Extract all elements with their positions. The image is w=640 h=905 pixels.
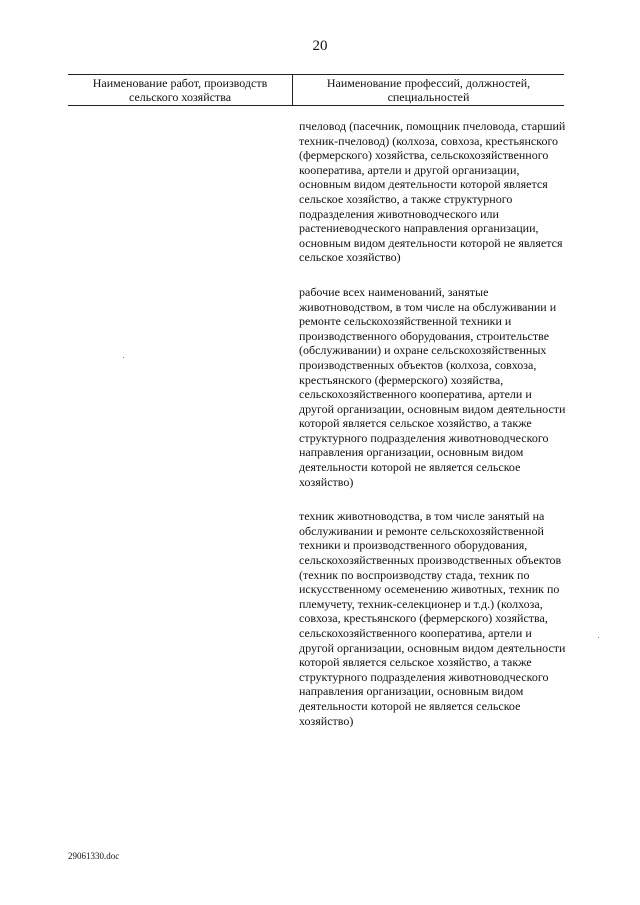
document-file-code: 29061330.doc	[68, 851, 120, 861]
profession-entry-livestock-technician: техник животноводства, в том числе занятый на обслуживании и ремонте сельскохозяйственной техники и производственного оборудования, сельскохозяйственных производственных объектов (техник по воспроизводству стада, техник по искусственному осеменению животных, техник по племучету, техник-селекционер и т.д.) (колхоза, совхоза, крестьянского (фермерского) хозяйства, сельскохозяйственного кооператива, артели и другой организации, основным видом деятельности которой является сельское хозяйство, а также структурного подразделения животноводческого направления организации, основным видом деятельности которой не является сельское хозяйство)	[299, 509, 566, 728]
professions-list	[299, 119, 569, 746]
column-header-professions: Наименование профессий, должностей, специальностей	[326, 76, 531, 104]
scan-speck	[123, 357, 124, 358]
table-header	[68, 74, 564, 106]
column-header-works: Наименование работ, производств сельского хозяйства	[68, 75, 293, 105]
scan-speck	[598, 637, 599, 638]
profession-entry-beekeeper: пчеловод (пасечник, помощник пчеловода, старший техник-пчеловод) (колхоза, совхоза, крестьянского (фермерского) хозяйства, сельскохозяйственного кооператива, артели и другой организации, основным видом деятельности которой является сельское хозяйство, а также структурного подразделения животноводческого или растениеводческого направления организации, основным видом деятельности которой не является сельское хозяйство)	[299, 119, 566, 265]
profession-entry-livestock-workers: рабочие всех наименований, занятые животноводством, в том числе на обслуживании и ремонте сельскохозяйственной техники и производственного оборудования, строительстве (обслуживании) и охране сельскохозяйственных производственных объектов (колхоза, совхоза, крестьянского (фермерского) хозяйства, сельскохозяйственного кооператива, артели и другой организации, основным видом деятельности которой является сельское хозяйство, а также структурного подразделения животноводческого направления организации, основным видом деятельности которой не является сельское хозяйство)	[299, 284, 566, 489]
page-number: 20	[312, 38, 328, 54]
